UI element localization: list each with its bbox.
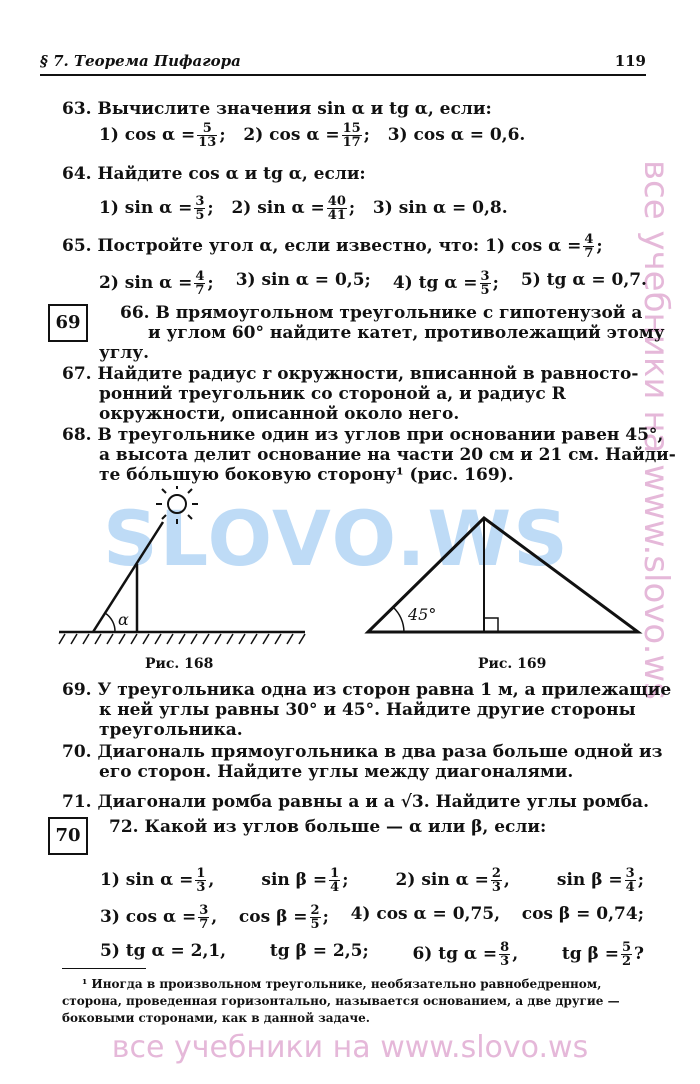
fig168-angle-label: α xyxy=(118,610,129,629)
sun-icon xyxy=(156,486,198,524)
footnote-rule xyxy=(62,968,146,969)
problem-72-row-2: 3) cos α = $\frac{3}{7}$ , cos β = $\frac{2}{5}$ ; 4) cos α = 0,75, cos β = 0,74; xyxy=(100,903,644,932)
problem-69-line-3: треугольника. xyxy=(99,720,243,740)
problem-65-title: 65. Постройте угол α, если известно, что: 1) cos α = $\frac{4}{7}$ ; xyxy=(62,232,603,261)
problem-72-row-1: 1) sin α = $\frac{1}{3}$ , sin β = $\frac{1}{4}$ ; 2) sin α = $\frac{2}{3}$ , sin β = $\frac{3}{4}$ ; xyxy=(100,866,644,895)
problem-67-line-1: 67. Найдите радиус r окружности, вписанной в равносто- xyxy=(62,364,639,384)
problem-68-line-3: те бо́льшую боковую сторону¹ (рис. 169). xyxy=(99,465,514,485)
watermark-bottom: все учебники на www.slovo.ws xyxy=(111,1030,589,1065)
problem-63-title: 63. Вычислите значения sin α и tg α, если: xyxy=(62,99,492,119)
watermark-center: SLOVO.WS xyxy=(103,494,570,583)
figure-169 xyxy=(360,510,650,640)
problem-69-line-1: 69. У треугольника одна из сторон равна 1 м, а прилежащие xyxy=(62,680,672,700)
footnote-line-3: боковыми сторонами, как в данной задаче. xyxy=(62,1011,370,1025)
page-number: 119 xyxy=(614,52,646,70)
problem-68-line-2: а высота делит основание на части 20 см и 21 см. Найди- xyxy=(99,445,676,465)
problem-71: 71. Диагонали ромба равны a и a √3. Найдите углы ромба. xyxy=(62,792,649,812)
margin-box-70: 70 xyxy=(48,817,88,855)
fig169-angle-label: 45° xyxy=(408,605,437,624)
problem-70-line-1: 70. Диагональ прямоугольника в два раза больше одной из xyxy=(62,742,663,762)
problem-66-line-3: углу. xyxy=(99,343,150,363)
problem-69-line-2: к ней углы равны 30° и 45°. Найдите другие стороны xyxy=(99,700,636,720)
problem-72-title: 72. Какой из углов больше — α или β, если: xyxy=(109,817,547,837)
fig169-caption: Рис. 169 xyxy=(478,656,547,672)
problem-66-line-1: 66. В прямоугольном треугольнике с гипотенузой a xyxy=(120,303,643,323)
problem-65-options: 2) sin α = $\frac{4}{7}$ ; 3) sin α = 0,5; 4) tg α = $\frac{3}{5}$ ; 5) tg α = 0,7. xyxy=(99,269,647,298)
problem-67-line-2: ронний треугольник со стороной a, и радиус R xyxy=(99,384,566,404)
fig168-caption: Рис. 168 xyxy=(145,656,214,672)
page-header xyxy=(40,52,646,76)
problem-67-line-3: окружности, описанной около него. xyxy=(99,404,460,424)
problem-66-line-2: и углом 60° найдите катет, противолежащий этому xyxy=(148,323,665,343)
problem-64-title: 64. Найдите cos α и tg α, если: xyxy=(62,164,366,184)
problem-70-line-2: его сторон. Найдите углы между диагоналями. xyxy=(99,762,574,782)
problem-63-options: 1) cos α = $\frac{5}{13}$ ; 2) cos α = $\frac{15}{17}$ ; 3) cos α = 0,6. xyxy=(99,121,526,150)
figure-168 xyxy=(55,486,325,656)
problem-64-options: 1) sin α = $\frac{3}{5}$ ; 2) sin α = $\frac{40}{41}$ ; 3) sin α = 0,8. xyxy=(99,194,508,223)
problem-72-row-3: 5) tg α = 2,1, tg β = 2,5; 6) tg α = $\frac{8}{3}$ , tg β = $\frac{5}{2}$ ? xyxy=(100,940,644,969)
footnote-line-2: сторона, проведенная горизонтально, называется основанием, а две другие — xyxy=(62,994,620,1008)
watermark-side: все учебники на www.slovo.ws xyxy=(636,160,676,700)
section-title: § 7. Теорема Пифагора xyxy=(40,52,241,70)
margin-box-69: 69 xyxy=(48,304,88,342)
footnote-line-1: ¹ Иногда в произвольном треугольнике, необязательно равнобедренном, xyxy=(82,977,602,991)
problem-68-line-1: 68. В треугольнике один из углов при основании равен 45°, xyxy=(62,425,664,445)
